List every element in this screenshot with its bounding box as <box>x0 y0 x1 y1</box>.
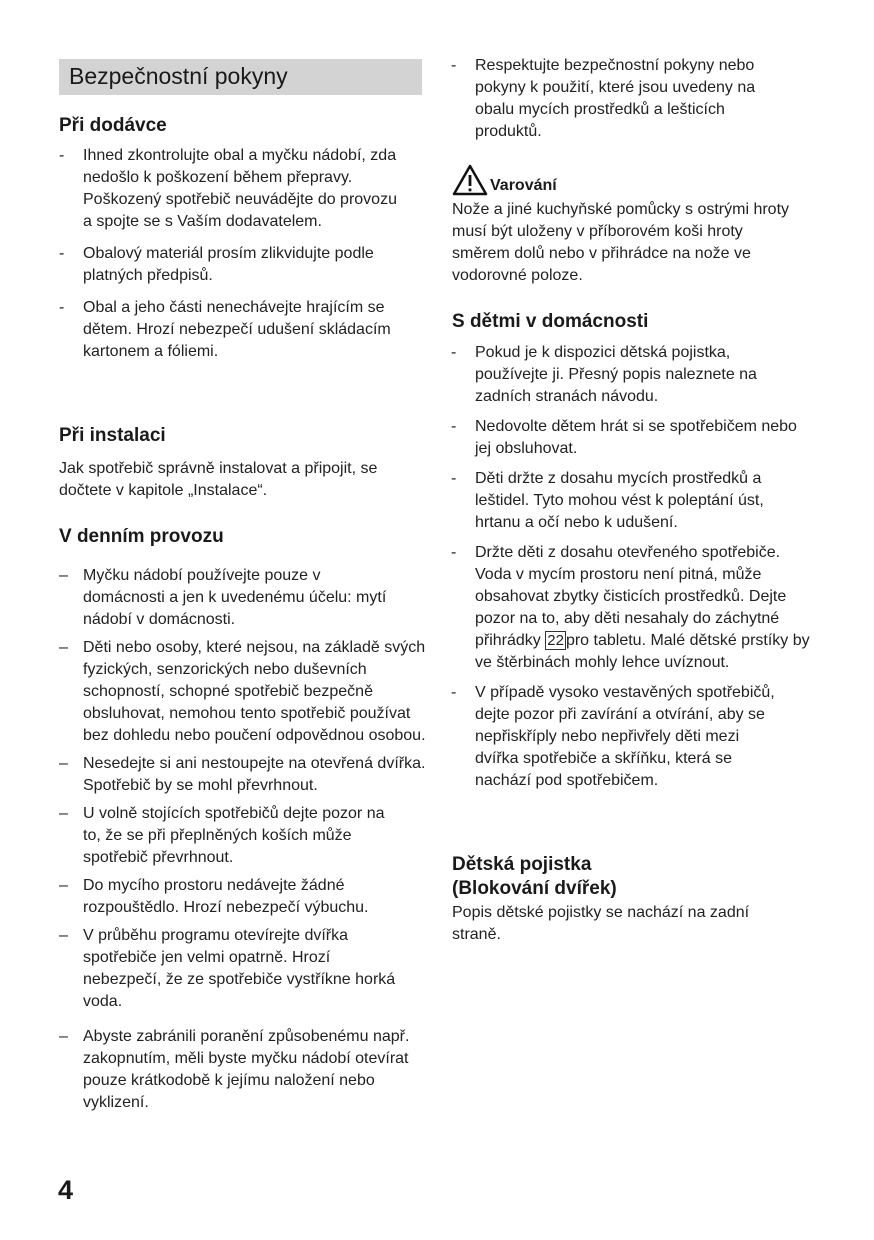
list-item: - Pokud je k dispozici dětská pojistka, používejte ji. Přesný popis naleznete na zadních stranách návodu. <box>451 344 757 405</box>
warning-icon <box>452 164 488 196</box>
detergent-list <box>451 55 817 143</box>
page-number: 4 <box>58 1175 74 1205</box>
warning-heading <box>452 164 557 196</box>
page-title: Bezpečnostní pokyny <box>59 59 422 95</box>
install-text: Jak spotřebič správně instalovat a připojit, se dočtete v kapitole „Instalace“. <box>59 460 378 499</box>
list-item: - V případě vysoko vestavěných spotřebičů, dejte pozor při zavírání a otvírání, aby se nepřiskříply nebo nepřivřely děti mezi dvířka spotřebiče a skříňku, která se nachází pod spotřebičem. <box>451 684 775 789</box>
section-heading-delivery: Při dodávce <box>59 115 167 136</box>
list-item: - Nedovolte dětem hrát si se spotřebičem nebo jej obsluhovat. <box>451 418 797 457</box>
list-item: – V průběhu programu otevírejte dvířka spotřebiče jen velmi opatrně. Hrozí nebezpečí, že ze spotřebiče vystříkne horká voda. <box>59 927 396 1010</box>
list-item: - Držte děti z dosahu otevřeného spotřebiče. Voda v mycím prostoru není pitná, může obsahovat zbytky čisticích prostředků. Dejte pozor na to, aby děti nesahaly do záchytné přihrádky 22 pro tabletu. Malé dětské prstíky by ve štěrbinách mohly lehce uvíznout. <box>451 544 810 671</box>
list-item: – Nesedejte si ani nestoupejte na otevřená dvířka. Spotřebič by se mohl převrhnout. <box>59 755 426 794</box>
list-item: – Abyste zabránili poranění způsobenému např. zakopnutím, měli byste myčku nádobí otevírat pouze krátkodobě k jejímu naložení nebo vyklizení. <box>59 1028 410 1111</box>
list-item: - Obalový materiál prosím zlikvidujte podle platných předpisů. <box>59 245 374 284</box>
section-heading-install: Při instalaci <box>59 425 166 446</box>
section-heading-daily: V denním provozu <box>59 526 224 547</box>
list-item: – Do mycího prostoru nedávejte žádné rozpouštědlo. Hrozí nebezpečí výbuchu. <box>59 877 369 916</box>
daily-list <box>59 565 425 1114</box>
list-item: – Myčku nádobí používejte pouze v domácnosti a jen k uvedenému účelu: mytí nádobí v domácnosti. <box>59 567 387 628</box>
section-heading-child-lock: Dětská pojistka (Blokování dvířek) <box>452 854 617 899</box>
section-heading-children: S dětmi v domácnosti <box>452 311 649 332</box>
list-item: - Respektujte bezpečnostní pokyny nebo pokyny k použití, které jsou uvedeny na obalu mycích prostředků a lešticích produktů. <box>451 57 756 140</box>
children-list <box>451 342 817 792</box>
list-item: - Děti držte z dosahu mycích prostředků a leštidel. Tyto mohou vést k poleptání úst, hrtanu a očí nebo k udušení. <box>451 470 764 531</box>
delivery-list <box>59 145 425 363</box>
list-item: - Ihned zkontrolujte obal a myčku nádobí, zda nedošlo k poškození během přepravy. Poškozený spotřebič neuvádějte do provozu a spojte se s Vaším dodavatelem. <box>59 147 397 230</box>
page-ref-box: 22 <box>547 632 564 649</box>
child-lock-text: Popis dětské pojistky se nachází na zadní straně. <box>452 904 750 943</box>
warning-label: Varování <box>490 177 557 194</box>
list-item: – Děti nebo osoby, které nejsou, na základě svých fyzických, senzorických nebo duševních schopností, schopné spotřebič bezpečně obsluhovat, nemohou tento spotřebič používat bez dohledu nebo poučení odpovědnou osobou. <box>59 639 426 744</box>
list-item: – U volně stojících spotřebičů dejte pozor na to, že se při přeplněných koších může spotřebič převrhnout. <box>59 805 385 866</box>
list-item: - Obal a jeho části nenechávejte hrajícím se dětem. Hrozí nebezpečí udušení skládacím kartonem a fóliemi. <box>59 299 391 360</box>
warning-text: Nože a jiné kuchyňské pomůcky s ostrými hroty musí být uloženy v příborovém koši hroty směrem dolů nebo v přihrádce na nože ve vodorovné poloze. <box>452 201 790 284</box>
